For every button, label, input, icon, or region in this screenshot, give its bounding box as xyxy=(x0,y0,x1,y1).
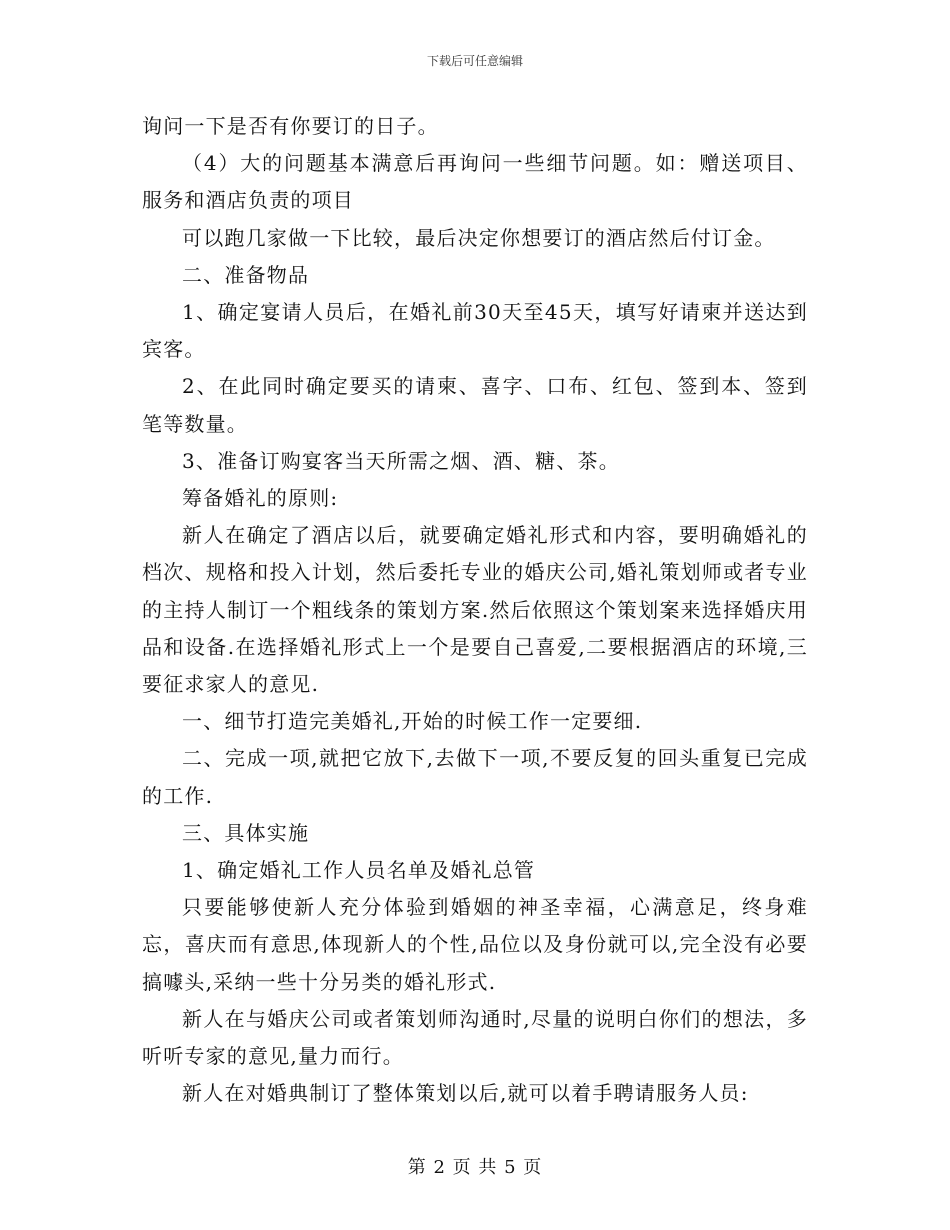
paragraph-1: （4）大的问题基本满意后再询问一些细节问题。如：赠送项目、服务和酒店负责的项目 xyxy=(142,151,808,213)
paragraph-3: 二、准备物品 xyxy=(182,262,310,287)
paragraph-11: 三、具体实施 xyxy=(182,820,310,845)
paragraph-10: 二、完成一项,就把它放下,去做下一项,不要反复的回头重复已完成的工作. xyxy=(142,746,808,808)
paragraph-15: 新人在对婚典制订了整体策划以后,就可以着手聘请服务人员: xyxy=(182,1081,749,1106)
paragraph-14: 新人在与婚庆公司或者策划师沟通时,尽量的说明白你们的想法，多听听专家的意见,量力而行。 xyxy=(142,1006,808,1069)
page-header: 下载后可任意编辑 xyxy=(426,54,523,68)
paragraph-8: 新人在确定了酒店以后，就要确定婚礼形式和内容，要明确婚礼的档次、规格和投入计划，然后委托专业的婚庆公司,婚礼策划师或者专业的主持人制订一个粗线条的策划方案.然后依照这个策划案来选择婚庆用品和设备.在选择婚礼形式上一个是要自己喜爱,二要根据酒店的环境,三要征求家人的意见. xyxy=(142,523,808,697)
paragraph-13: 只要能够使新人充分体验到婚姻的神圣幸福，心满意足，终身难忘，喜庆而有意思,体现新人的个性,品位以及身份就可以,完全没有必要搞噱头,采纳一些十分另类的婚礼形式. xyxy=(142,895,808,994)
paragraph-12: 1、确定婚礼工作人员名单及婚礼总管 xyxy=(182,858,536,883)
page-footer: 第 2 页 共 5 页 xyxy=(407,1157,543,1178)
paragraph-7: 筹备婚礼的原则: xyxy=(182,486,339,511)
document-body xyxy=(142,108,808,1112)
paragraph-2: 可以跑几家做一下比较，最后决定你想要订的酒店然后付订金。 xyxy=(182,225,776,250)
paragraph-0: 询问一下是否有你要订的日子。 xyxy=(142,114,439,138)
paragraph-4: 1、确定宴请人员后，在婚礼前30天至45天，填写好请柬并送达到宾客。 xyxy=(142,300,808,362)
paragraph-9: 一、细节打造完美婚礼,开始的时候工作一定要细. xyxy=(182,709,643,734)
paragraph-5: 2、在此同时确定要买的请柬、喜字、口布、红包、签到本、签到笔等数量。 xyxy=(142,374,808,436)
paragraph-6: 3、准备订购宴客当天所需之烟、酒、糖、茶。 xyxy=(182,448,620,473)
